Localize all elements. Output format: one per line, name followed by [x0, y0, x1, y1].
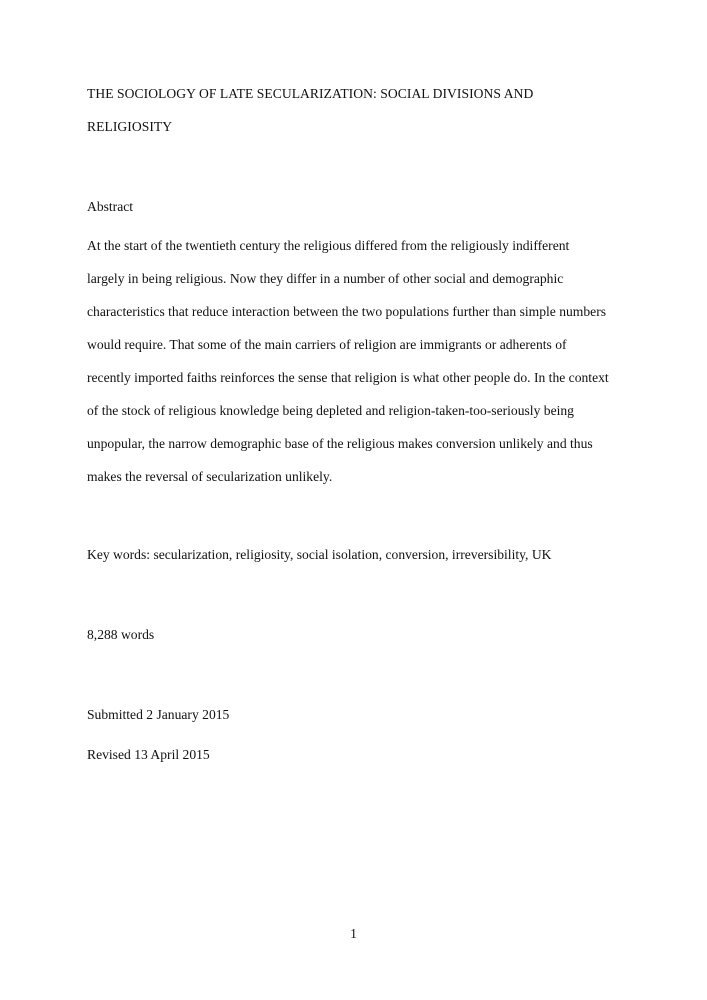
abstract-line-1: At the start of the twentieth century the religious differed from the religiously indifferent [87, 238, 570, 253]
abstract-line-4: would require. That some of the main carriers of religion are immigrants or adherents of [87, 337, 567, 352]
revised-date: Revised 13 April 2015 [87, 747, 210, 762]
abstract-heading: Abstract [87, 199, 134, 214]
abstract-line-7: unpopular, the narrow demographic base of the religious makes conversion unlikely and thus [87, 436, 593, 451]
keywords: Key words: secularization, religiosity, social isolation, conversion, irreversibility, UK [87, 547, 552, 562]
abstract-line-8: makes the reversal of secularization unlikely. [87, 469, 333, 484]
abstract-line-5: recently imported faiths reinforces the sense that religion is what other people do. In the context [87, 370, 609, 385]
word-count: 8,288 words [87, 627, 155, 642]
abstract-line-6: of the stock of religious knowledge being depleted and religion-taken-too-seriously being [87, 403, 574, 418]
title-line-1: THE SOCIOLOGY OF LATE SECULARIZATION: SOCIAL DIVISIONS AND [87, 86, 534, 101]
title-line-2: RELIGIOSITY [87, 119, 173, 134]
abstract-line-2: largely in being religious. Now they differ in a number of other social and demographic [87, 271, 564, 286]
page-number: 1 [350, 926, 357, 941]
abstract-line-3: characteristics that reduce interaction between the two populations further than simple numbers [87, 304, 607, 319]
submitted-date: Submitted 2 January 2015 [87, 707, 230, 722]
